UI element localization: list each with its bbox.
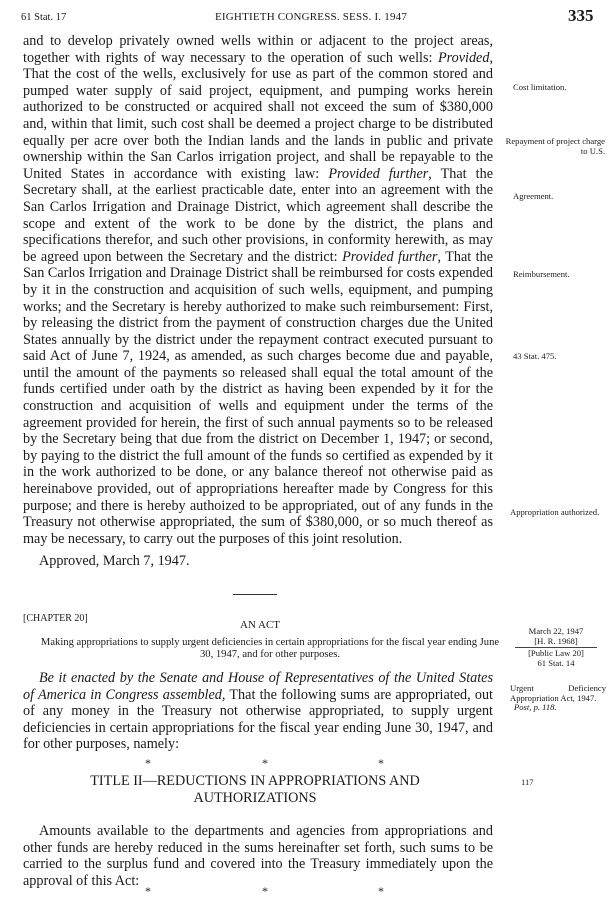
approval-line: Approved, March 7, 1947. xyxy=(39,553,190,570)
running-head: EIGHTIETH CONGRESS. SESS. I. 1947 xyxy=(215,11,408,23)
star: * xyxy=(378,884,384,898)
joint-resolution-text xyxy=(23,33,493,570)
body-paragraph: and to develop privately owned wells within or adjacent to the project areas, together with rights of way necessary to the operation of such wells: Provided, That the cost of the wells, exclusively for use as part of the common stored and pumped water supply of said project, equipment, and pumping works herein authorized to be constructed or acquired shall not exceed the sum of $380,000 and, within that limit, such cost shall be deemed a project charge to be distributed equally per acre over both the Indian lands and the lands in public and private ownership within the San Carlos irrigation project, and shall be repayable to the United States in accordance with existing law: Provided further, That the Secretary shall, at the earliest practicable date, enter into an agreement with the San Carlos Irrigation and Drainage District, which agreement shall describe the scope and extent of the work to be done by the district, the plans and specifications therefor, and such other provisions, in conformity herewith, as may be agreed upon between the Secretary and the district: Provided further, That the San Carlos Irrigation and Drainage District shall be reimbursed for costs expended by it in the construction and acquisition of such wells, equipment, and pumping works; and the Secretary is hereby authorized to make such reimbursement: First, by releasing the district from the payment of construction charges due the United States annually by the district under the repayment contract executed pursuant to said Act of June 7, 1924, as amended, as such charges become due and payable, until the amount of the payments so released shall equal the total amount of the funds certified under oath by the district as having been expended by it for the construction and acquisition of wells and equipment under the terms of the agreement provided for herein, the first of such annual payments so to be released by the Secretary being that due from the district on December 1, 1947; or second, by paying to the district the full amount of the funds so certified as expended by it in the work authorized to be done, or any balance thereof not otherwise paid as hereinabove provided, out of appropriations hereafter made by Congress for this purpose; and there is hereby authoized to be appropriated, out of any funds in the Treasury not otherwise appropriated, the sum of $380,000, or so much thereof as may be necessary, to carry out the purposes of this joint resolution. xyxy=(23,33,494,547)
urgent-act-title: Urgent Deficiency Appropriation Act, 1947. xyxy=(510,683,606,703)
margin-note-43-stat: 43 Stat. 475. xyxy=(513,351,557,361)
amounts-paragraph: Amounts available to the departments and agencies from appropriations and other funds are hereby reduced in the sums hereinafter set forth, such sums to be carried to the surplus fund and covered into the Treasury immediately upon the approval of this Act: xyxy=(23,823,493,889)
post-reference: Post, p. 118. xyxy=(514,702,557,713)
page-header xyxy=(0,6,612,28)
star: * xyxy=(378,756,384,770)
house-bill: [H. R. 1968] xyxy=(534,635,578,646)
margin-note-page-117: 117 xyxy=(521,777,534,787)
margin-note-appropriation: Appropriation authorized. xyxy=(510,507,600,517)
star: * xyxy=(262,756,268,770)
star: * xyxy=(145,884,151,898)
public-law: [Public Law 20] xyxy=(528,648,584,659)
act-sidebox xyxy=(515,627,597,668)
enacting-paragraph xyxy=(23,670,493,753)
star: * xyxy=(145,756,151,770)
reductions-text xyxy=(23,823,493,889)
enacting-text: That the following sums are appropriated, out of any money in the Treasury not otherwise appropriated, to supply urgent deficiencies in certain appropriations for the fiscal year ending June 30, 1947, and for other purposes, namely: xyxy=(23,686,493,753)
margin-note-urgent xyxy=(510,684,606,713)
act-date: March 22, 1947 xyxy=(528,626,584,636)
stat-reference: 61 Stat. 17 xyxy=(21,12,67,23)
margin-note-repayment: Repayment of project charge to U.S. xyxy=(505,136,605,156)
title-ii-heading: TITLE II—REDUCTIONS IN APPROPRIATIONS AND AUTHORIZATIONS xyxy=(90,773,420,806)
an-act-heading: AN ACT xyxy=(240,619,281,631)
page-number: 335 xyxy=(568,6,594,25)
margin-note-reimbursement: Reimbursement. xyxy=(513,269,570,279)
enacting-clause xyxy=(23,670,493,753)
section-divider xyxy=(233,594,277,595)
margin-note-cost-limitation: Cost limitation. xyxy=(513,82,567,92)
star: * xyxy=(262,884,268,898)
margin-note-agreement: Agreement. xyxy=(513,191,554,201)
enacting-formula: Be it enacted by the Senate and House of Representatives of the United States of America in Congress assembled, xyxy=(23,670,493,703)
stat-citation: 61 Stat. 14 xyxy=(537,657,575,668)
act-description: Making appropriations to supply urgent deficiencies in certain appropriations for the fiscal year ending June 30, 1947, and for other purposes. xyxy=(40,637,500,660)
chapter-number: [CHAPTER 20] xyxy=(23,613,88,624)
